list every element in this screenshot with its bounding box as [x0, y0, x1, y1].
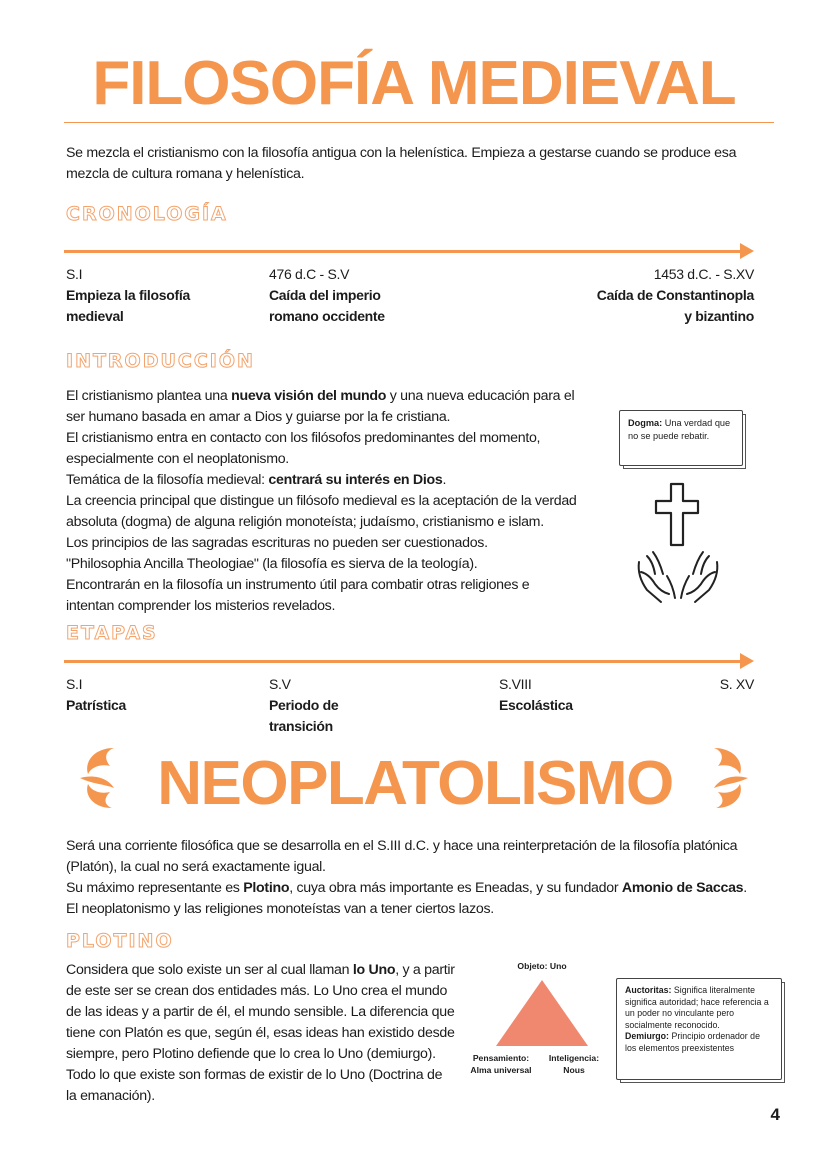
- cronologia-label: romano occidente: [269, 308, 385, 324]
- text-run: Temática de la filosofía medieval:: [66, 472, 269, 488]
- text-line: Encontrarán en la filosofía un instrumento útil para combatir otras religiones e: [66, 577, 530, 593]
- section-heading-etapas: ETAPAS: [66, 622, 158, 644]
- note-term: Auctoritas:: [625, 985, 672, 995]
- cronologia-arrow-head-icon: [740, 243, 754, 259]
- text-paragraph: El neoplatonismo y las religiones monoteístas van a tener ciertos lazos.: [66, 901, 494, 917]
- cronologia-label: y bizantino: [684, 308, 754, 324]
- intro-paragraph: Se mezcla el cristianismo con la filosofía antigua con la helenística. Empieza a gestarse cuando se produce esa mezcla de cultura romana y helenística.: [66, 145, 737, 182]
- cronologia-point: [269, 264, 489, 327]
- label-line: Nous: [563, 1065, 585, 1075]
- etapa-point: [269, 674, 449, 737]
- cronologia-arrow-line: [64, 250, 744, 253]
- flourish-left-icon: [74, 744, 144, 812]
- emphasis: nueva visión del mundo: [231, 388, 387, 404]
- etapa-label: Patrística: [66, 697, 127, 713]
- text-line: absoluta (dogma) de alguna religión monoteísta; judaísmo, cristianismo e islam.: [66, 514, 544, 530]
- text-line: "Philosophia Ancilla Theologiae" (la filosofía es sierva de la teología).: [66, 556, 478, 572]
- text-line: siempre, pero Plotino defiende que lo crea lo Uno (demiurgo).: [66, 1046, 436, 1062]
- label-line: Alma universal: [470, 1065, 532, 1075]
- etapa-date: S.V: [269, 676, 291, 692]
- cronologia-label: Caída de Constantinopla: [596, 287, 754, 303]
- cronologia-date: 1453 d.C. - S.XV: [653, 266, 754, 282]
- emphasis: Amonio de Saccas: [621, 880, 744, 896]
- text-line: de este ser se crean dos entidades más. Lo Uno crea el mundo: [66, 983, 448, 999]
- text-line: tiene con Platón es que, según él, esas ideas han existido desde: [66, 1025, 455, 1041]
- page-title: FILOSOFÍA MEDIEVAL: [92, 49, 736, 118]
- neoplatolismo-title: NEOPLATOLISMO: [157, 749, 673, 818]
- triangle-top-label: Objeto: Uno: [517, 961, 567, 971]
- auctoritas-note-box: [616, 978, 782, 1080]
- section-heading-plotino: PLOTINO: [66, 930, 174, 952]
- text-line: Los principios de las sagradas escrituras no pueden ser cuestionados.: [66, 535, 488, 551]
- etapas-arrow-head-icon: [740, 653, 754, 669]
- cronologia-label: medieval: [66, 308, 124, 324]
- text-run: , y a partir: [395, 962, 455, 978]
- note-term: Demiurgo:: [625, 1031, 669, 1041]
- etapa-point: [66, 674, 246, 716]
- text-line: Todo lo que existe son formas de existir de lo Uno (Doctrina de: [66, 1067, 443, 1083]
- title-underline: [64, 122, 774, 123]
- text-line: de las ideas y a partir de él, el mundo sensible. La diferencia que: [66, 1004, 455, 1020]
- text-run: Considera que solo existe un ser al cual llaman: [66, 962, 353, 978]
- etapa-date: S. XV: [719, 676, 754, 692]
- cronologia-point: [66, 264, 266, 327]
- emphasis: centrará su interés en Dios: [268, 472, 443, 488]
- emphasis: Plotino: [243, 880, 290, 896]
- section-heading-introduccion: INTRODUCCIÓN: [66, 350, 255, 372]
- triangle-diagram: [494, 978, 590, 1048]
- emphasis: lo Uno: [352, 962, 396, 978]
- text-run: .: [442, 472, 447, 488]
- text-line: ser humano basada en amar a Dios y guiarse por la fe cristiana.: [66, 409, 451, 425]
- label-line: Pensamiento:: [472, 1053, 530, 1063]
- label-line: Inteligencia:: [548, 1053, 600, 1063]
- neoplatolismo-body: [66, 836, 766, 920]
- note-text: Principio ordenador de los elementos preexistentes: [625, 1031, 760, 1053]
- cronologia-date: S.I: [66, 266, 83, 282]
- note-term: Dogma:: [628, 418, 663, 428]
- etapas-arrow-line: [64, 660, 744, 663]
- text-line: la emanación).: [66, 1088, 155, 1104]
- text-run: .: [743, 880, 747, 896]
- etapa-date: S.VIII: [499, 676, 532, 692]
- flourish-right-icon: [684, 744, 754, 812]
- triangle-right-label: [544, 1052, 604, 1076]
- cross-hands-icon: [633, 480, 723, 605]
- note-text: Una verdad que no se puede rebatir.: [628, 418, 731, 441]
- text-run: , cuya obra más importante es Eneadas, y su fundador: [289, 880, 622, 896]
- text-line: El cristianismo entra en contacto con los filósofos predominantes del momento,: [66, 430, 541, 446]
- plotino-body: [66, 960, 486, 1107]
- text-line: intentan comprender los misterios revelados.: [66, 598, 336, 614]
- text-line: La creencia principal que distingue un filósofo medieval es la aceptación de la verdad: [66, 493, 577, 509]
- etapa-date: S.I: [66, 676, 83, 692]
- text-run: El cristianismo plantea una: [66, 388, 232, 404]
- dogma-note-box: [619, 410, 743, 466]
- etapa-label: Escolástica: [499, 697, 573, 713]
- section-heading-cronologia: CRONOLOGÍA: [66, 203, 228, 225]
- etapa-point: [640, 674, 754, 695]
- text-line: especialmente con el neoplatonismo.: [66, 451, 289, 467]
- introduccion-body: [66, 386, 606, 617]
- note-text: Significa literalmente significa autoridad; hace referencia a un poder no vinculante pero socialmente reconocido.: [625, 985, 769, 1030]
- cronologia-date: 476 d.C - S.V: [269, 266, 350, 282]
- text-run: y una nueva educación para el: [386, 388, 575, 404]
- etapa-label: Periodo de: [269, 697, 339, 713]
- page-number: 4: [770, 1105, 780, 1124]
- text-paragraph: Será una corriente filosófica que se desarrolla en el S.III d.C. y hace una reinterpretación de la filosofía platónica (Platón), la cual no será exactamente igual.: [66, 838, 738, 875]
- cronologia-point: [540, 264, 754, 327]
- cronologia-label: Empieza la filosofía: [66, 287, 190, 303]
- triangle-left-label: [462, 1052, 540, 1076]
- etapa-label: transición: [269, 718, 333, 734]
- cronologia-label: Caída del imperio: [269, 287, 381, 303]
- text-run: Su máximo representante es: [66, 880, 244, 896]
